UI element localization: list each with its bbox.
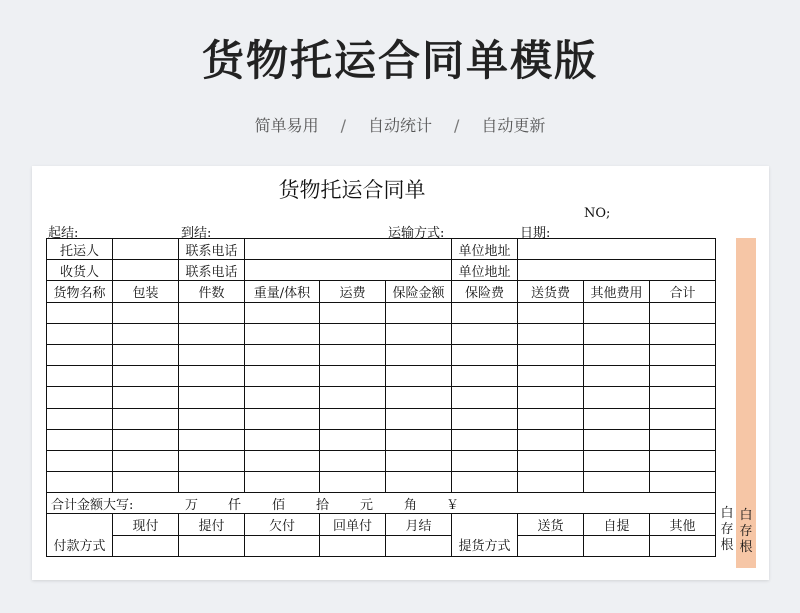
goods-cell[interactable]	[47, 323, 113, 344]
payment-option: 欠付	[245, 514, 320, 535]
goods-row	[47, 472, 716, 493]
goods-cell[interactable]	[386, 302, 452, 323]
goods-cell[interactable]	[320, 408, 386, 429]
goods-cell[interactable]	[47, 472, 113, 493]
shipper-field[interactable]	[113, 239, 179, 260]
payment-option: 现付	[113, 514, 179, 535]
goods-cell[interactable]	[245, 387, 320, 408]
goods-row	[47, 408, 716, 429]
goods-cell[interactable]	[650, 450, 716, 471]
payment-value-field[interactable]	[320, 535, 386, 556]
receiver-address-label: 单位地址	[452, 260, 518, 281]
goods-cell[interactable]	[452, 472, 518, 493]
goods-cell[interactable]	[47, 387, 113, 408]
goods-cell[interactable]	[179, 302, 245, 323]
goods-cell[interactable]	[518, 472, 584, 493]
payment-option: 月结	[386, 514, 452, 535]
payment-value-field[interactable]	[245, 535, 320, 556]
goods-cell[interactable]	[518, 323, 584, 344]
receiver-phone-label: 联系电话	[179, 260, 245, 281]
goods-cell[interactable]	[518, 366, 584, 387]
goods-cell[interactable]	[386, 429, 452, 450]
goods-cell[interactable]	[452, 366, 518, 387]
goods-cell[interactable]	[113, 429, 179, 450]
feature-tag: 简单易用	[254, 116, 319, 135]
tag-separator: /	[340, 116, 346, 135]
goods-cell[interactable]	[179, 408, 245, 429]
stub-label-plain: 白存根	[720, 506, 734, 553]
goods-cell[interactable]	[650, 429, 716, 450]
goods-cell[interactable]	[320, 450, 386, 471]
amount-row	[47, 493, 716, 514]
goods-cell[interactable]	[113, 387, 179, 408]
shipper-label: 托运人	[47, 239, 113, 260]
goods-cell[interactable]	[386, 387, 452, 408]
form-sheet	[32, 166, 769, 580]
goods-cell[interactable]	[47, 429, 113, 450]
goods-cell[interactable]	[452, 408, 518, 429]
consignment-table	[46, 238, 716, 557]
goods-cell[interactable]	[179, 323, 245, 344]
goods-cell[interactable]	[320, 344, 386, 365]
payment-value-field[interactable]	[386, 535, 452, 556]
goods-cell[interactable]	[650, 387, 716, 408]
goods-cell[interactable]	[386, 323, 452, 344]
goods-cell[interactable]	[452, 429, 518, 450]
goods-cell[interactable]	[584, 472, 650, 493]
goods-cell[interactable]	[113, 408, 179, 429]
goods-cell[interactable]	[47, 408, 113, 429]
payment-options-row	[47, 514, 716, 535]
goods-cell[interactable]	[452, 387, 518, 408]
goods-cell[interactable]	[650, 323, 716, 344]
goods-cell[interactable]	[386, 408, 452, 429]
goods-cell[interactable]	[245, 408, 320, 429]
payment-method-label: 付款方式	[47, 514, 113, 556]
goods-cell[interactable]	[320, 323, 386, 344]
column-header: 送货费	[518, 281, 584, 302]
goods-cell[interactable]	[518, 450, 584, 471]
transport-label: 运输方式:	[388, 226, 445, 241]
receiver-field[interactable]	[113, 260, 179, 281]
column-header: 件数	[179, 281, 245, 302]
goods-cell[interactable]	[320, 387, 386, 408]
goods-cell[interactable]	[47, 344, 113, 365]
goods-cell[interactable]	[584, 450, 650, 471]
goods-cell[interactable]	[179, 344, 245, 365]
column-header: 其他费用	[584, 281, 650, 302]
column-header: 保险费	[452, 281, 518, 302]
pickup-option: 送货	[518, 514, 584, 535]
column-header: 合计	[650, 281, 716, 302]
goods-cell[interactable]	[584, 429, 650, 450]
goods-cell[interactable]	[452, 450, 518, 471]
stub-strip	[736, 238, 756, 568]
goods-cell[interactable]	[179, 387, 245, 408]
goods-cell[interactable]	[650, 302, 716, 323]
goods-cell[interactable]	[179, 429, 245, 450]
goods-cell[interactable]	[179, 472, 245, 493]
arrive-label: 到结:	[181, 226, 212, 241]
goods-cell[interactable]	[584, 302, 650, 323]
feature-tag: 自动统计	[367, 116, 432, 135]
goods-cell[interactable]	[452, 344, 518, 365]
goods-cell[interactable]	[584, 323, 650, 344]
goods-rows	[47, 302, 716, 493]
goods-row	[47, 323, 716, 344]
goods-cell[interactable]	[320, 302, 386, 323]
goods-cell[interactable]	[47, 366, 113, 387]
goods-cell[interactable]	[386, 472, 452, 493]
goods-cell[interactable]	[452, 323, 518, 344]
goods-row	[47, 302, 716, 323]
goods-cell[interactable]	[650, 472, 716, 493]
goods-cell[interactable]	[320, 429, 386, 450]
goods-cell[interactable]	[113, 344, 179, 365]
goods-row	[47, 450, 716, 471]
column-header: 运费	[320, 281, 386, 302]
receiver-row	[47, 260, 716, 281]
goods-cell[interactable]	[584, 344, 650, 365]
goods-cell[interactable]	[650, 344, 716, 365]
shipper-address-label: 单位地址	[452, 239, 518, 260]
serial-number-label: NO;	[584, 206, 611, 221]
amount-unit: 拾	[316, 497, 330, 513]
amount-words-cell[interactable]	[47, 493, 716, 514]
goods-row	[47, 344, 716, 365]
column-header: 重量/体积	[245, 281, 320, 302]
pickup-value-field[interactable]	[650, 535, 716, 556]
goods-row	[47, 387, 716, 408]
goods-cell[interactable]	[245, 323, 320, 344]
goods-cell[interactable]	[320, 472, 386, 493]
payment-value-field[interactable]	[113, 535, 179, 556]
payment-values-row	[47, 535, 716, 556]
pickup-value-field[interactable]	[584, 535, 650, 556]
goods-cell[interactable]	[386, 344, 452, 365]
pickup-option: 其他	[650, 514, 716, 535]
start-label: 起结:	[48, 226, 79, 241]
goods-cell[interactable]	[113, 323, 179, 344]
column-header: 包装	[113, 281, 179, 302]
goods-cell[interactable]	[113, 366, 179, 387]
goods-cell[interactable]	[584, 408, 650, 429]
goods-cell[interactable]	[245, 450, 320, 471]
form-title: 货物托运合同单	[278, 178, 426, 202]
goods-cell[interactable]	[113, 472, 179, 493]
tag-separator: /	[454, 116, 460, 135]
goods-cell[interactable]	[245, 302, 320, 323]
goods-cell[interactable]	[584, 366, 650, 387]
payment-value-field[interactable]	[179, 535, 245, 556]
goods-cell[interactable]	[452, 302, 518, 323]
currency-symbol: ￥	[446, 497, 460, 513]
goods-cell[interactable]	[179, 366, 245, 387]
goods-cell[interactable]	[47, 302, 113, 323]
payment-option: 回单付	[320, 514, 386, 535]
goods-row	[47, 429, 716, 450]
amount-unit: 元	[360, 497, 374, 513]
column-header: 货物名称	[47, 281, 113, 302]
goods-cell[interactable]	[386, 450, 452, 471]
goods-cell[interactable]	[320, 366, 386, 387]
payment-option: 提付	[179, 514, 245, 535]
goods-cell[interactable]	[518, 387, 584, 408]
goods-cell[interactable]	[245, 366, 320, 387]
amount-unit: 角	[404, 497, 418, 513]
feature-tag: 自动更新	[481, 116, 546, 135]
goods-cell[interactable]	[113, 450, 179, 471]
page-title: 货物托运合同单模版	[201, 36, 598, 85]
goods-cell[interactable]	[245, 472, 320, 493]
goods-cell[interactable]	[650, 366, 716, 387]
amount-unit: 万	[185, 497, 199, 513]
receiver-address-field[interactable]	[518, 260, 716, 281]
goods-cell[interactable]	[245, 429, 320, 450]
goods-row	[47, 366, 716, 387]
goods-cell[interactable]	[386, 366, 452, 387]
column-header: 保险金额	[386, 281, 452, 302]
pickup-option: 自提	[584, 514, 650, 535]
goods-cell[interactable]	[518, 344, 584, 365]
column-header-row	[47, 281, 716, 302]
goods-cell[interactable]	[179, 450, 245, 471]
goods-cell[interactable]	[245, 344, 320, 365]
date-label: 日期:	[520, 226, 551, 241]
amount-unit: 仟	[228, 497, 242, 513]
receiver-phone-field[interactable]	[245, 260, 452, 281]
shipper-phone-label: 联系电话	[179, 239, 245, 260]
pickup-value-field[interactable]	[518, 535, 584, 556]
goods-cell[interactable]	[650, 408, 716, 429]
goods-cell[interactable]	[518, 429, 584, 450]
shipper-row	[47, 239, 716, 260]
goods-cell[interactable]	[47, 450, 113, 471]
pickup-method-label: 提货方式	[452, 514, 518, 556]
stub-label-orange: 白存根	[739, 508, 753, 555]
goods-cell[interactable]	[113, 302, 179, 323]
amount-unit: 佰	[272, 497, 286, 513]
goods-cell[interactable]	[584, 387, 650, 408]
shipper-address-field[interactable]	[518, 239, 716, 260]
amount-label: 合计金额大写:	[51, 497, 134, 513]
shipper-phone-field[interactable]	[245, 239, 452, 260]
feature-tags	[0, 113, 800, 136]
goods-cell[interactable]	[518, 302, 584, 323]
receiver-label: 收货人	[47, 260, 113, 281]
goods-cell[interactable]	[518, 408, 584, 429]
